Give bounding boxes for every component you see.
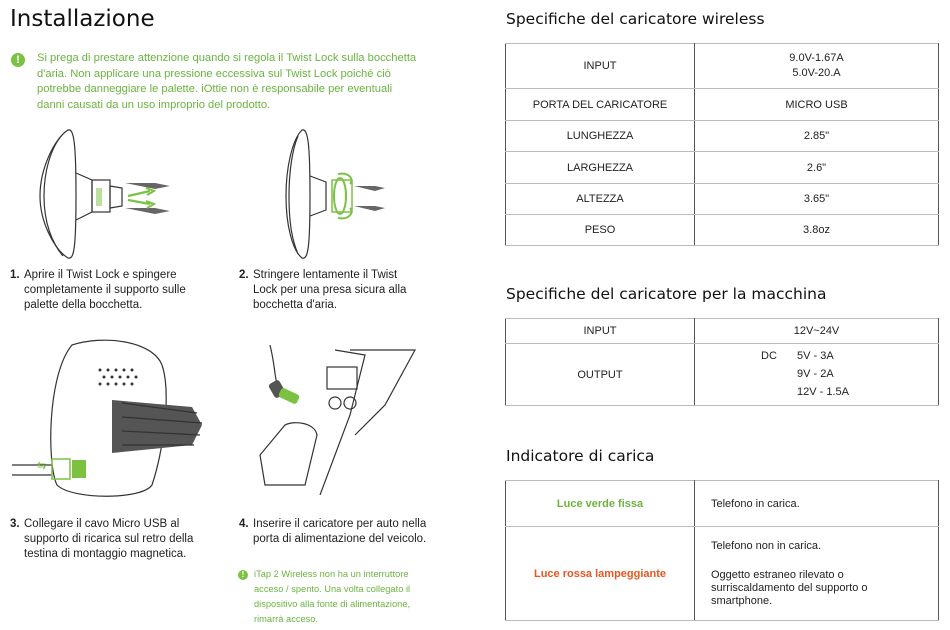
step-4 (239, 517, 434, 547)
output-value: 9V - 2A (797, 368, 834, 380)
output-value: 12V - 1.5A (797, 386, 849, 398)
spec-label: PORTA DEL CARICATORE (506, 89, 695, 121)
red-desc-line: Telefono non in carica. (711, 539, 822, 552)
spec-value: 12V~24V (695, 319, 939, 344)
spec-value: 3.8oz (695, 215, 939, 246)
wireless-specs-title: Specifiche del caricatore wireless (506, 10, 765, 28)
step-text: Aprire il Twist Lock e spingere completamente il supporto sulle palette della bocchetta. (24, 269, 186, 311)
wireless-specs-table (505, 43, 939, 246)
spec-value-output (695, 344, 939, 406)
note-text: iTap 2 Wireless non ha un interruttore acceso / spento. Una volta collegato il dispositivo alla fonte di alimentazione, rimarrà acceso. (254, 569, 411, 624)
table-row (506, 319, 939, 344)
step-1 (10, 268, 210, 313)
indicator-table (505, 480, 939, 621)
indicator-red-desc (695, 527, 939, 621)
spec-value: 3.65" (695, 184, 939, 215)
step-text: Stringere lentamente il Twist Lock per una presa sicura alla bocchetta d'aria. (253, 269, 407, 311)
table-row (506, 344, 939, 406)
step-text: Inserire il caricatore per auto nella porta di alimentazione del veicolo. (253, 518, 427, 545)
step-text: Collegare il cavo Micro USB al supporto di ricarica sul retro della testina di montaggio magnetica. (24, 518, 194, 560)
step-number: 4. (239, 518, 249, 530)
indicator-title: Indicatore di carica (506, 447, 655, 465)
illustration-step-3 (12, 335, 212, 505)
spec-value: 2.85" (695, 121, 939, 152)
table-row (506, 481, 939, 527)
illustration-step-1 (30, 128, 180, 263)
output-prefix: DC (761, 350, 777, 362)
table-row (506, 152, 939, 184)
step-number: 3. (10, 518, 20, 530)
step-number: 2. (239, 269, 249, 281)
spec-label: OUTPUT (506, 344, 695, 406)
table-row (506, 89, 939, 121)
illustration-step-4 (255, 345, 425, 495)
indicator-green-desc: Telefono in carica. (695, 481, 939, 527)
indicator-red-label: Luce rossa lampeggiante (506, 527, 695, 621)
spec-label: ALTEZZA (506, 184, 695, 215)
table-row (506, 44, 939, 89)
table-row (506, 121, 939, 152)
step-number: 1. (10, 269, 20, 281)
svg-text:⇆: ⇆ (37, 459, 47, 472)
car-specs-title: Specifiche del caricatore per la macchina (506, 285, 827, 303)
spec-label: LARGHEZZA (506, 152, 695, 184)
spec-value: 2.6" (695, 152, 939, 184)
table-row (506, 215, 939, 246)
step-2 (239, 268, 424, 313)
alert-icon: ! (11, 53, 25, 67)
installation-title: Installazione (10, 6, 155, 32)
spec-label: LUNGHEZZA (506, 121, 695, 152)
car-specs-table (505, 318, 939, 406)
spec-value: 9.0V-1.67A 5.0V-20.A (695, 44, 939, 89)
spec-value: MICRO USB (695, 89, 939, 121)
step-3 (10, 517, 210, 562)
indicator-green-label: Luce verde fissa (506, 481, 695, 527)
warning-text: Si prega di prestare attenzione quando si regola il Twist Lock sulla bocchetta d'aria. Non applicare una pressione eccessiva sul Twist Lock poiché ciò potrebbe danneggiare le palette. iOttie non è responsabile per eventuali danni causati da un uso improprio del prodotto. (37, 52, 417, 111)
red-desc-line: Oggetto estraneo rilevato o surriscaldamento del supporto o smartphone. (711, 568, 868, 607)
table-row (506, 527, 939, 621)
output-value: 5V - 3A (797, 350, 834, 362)
spec-label: PESO (506, 215, 695, 246)
illustration-step-2 (280, 128, 400, 263)
spec-label: INPUT (506, 44, 695, 89)
spec-label: INPUT (506, 319, 695, 344)
table-row (506, 184, 939, 215)
alert-icon: ! (238, 570, 248, 580)
